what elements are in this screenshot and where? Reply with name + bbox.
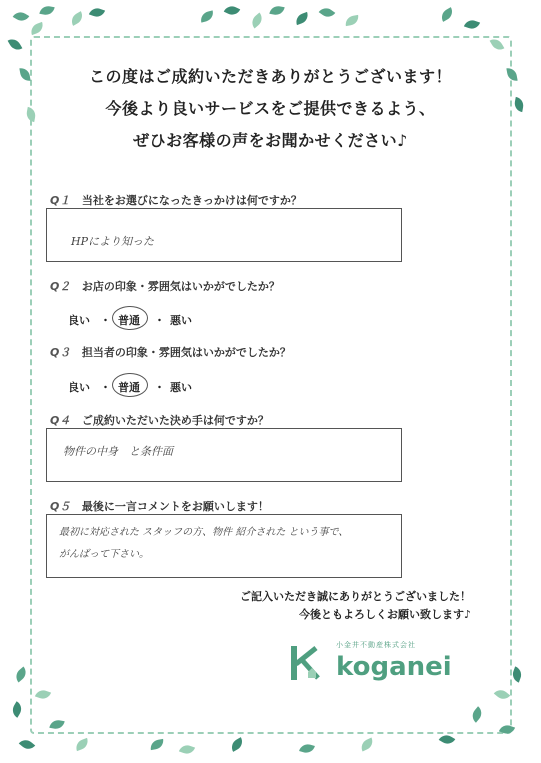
leaf-icon [149,739,164,750]
choice-bad[interactable]: 悪い [170,381,192,394]
leaf-icon [249,13,266,29]
leaf-icon [299,742,315,754]
leaf-icon [69,11,86,26]
question-5 [50,498,269,514]
leaf-icon [439,7,456,22]
answer-handwriting-line-2: がんばって下さい。 [59,549,149,560]
question-text: お店の印象・雰囲気はいかがでしたか？ [81,280,280,293]
question-text: 最後に一言コメントをお願いします！ [81,500,269,513]
choice-normal[interactable]: 普通 [118,381,140,394]
header-line-2: 今後より良いサービスをご提供できるよう、 [105,99,436,118]
leaf-icon [29,22,45,35]
choice-separator: ・ [154,381,165,394]
leaf-icon [464,18,480,31]
header-line-3: ぜひお客様の声をお聞かせください♪ [133,131,408,150]
leaf-icon [359,737,375,751]
choice-separator: ・ [154,314,165,327]
question-number: Q５ [50,500,71,513]
question-2 [50,278,280,294]
selection-circle [112,373,148,397]
choice-separator: ・ [100,314,111,327]
leaf-icon [39,5,54,16]
company-logo [290,638,460,688]
leaf-icon [439,732,456,747]
question-number: Q４ [50,414,71,427]
leaf-icon [294,12,310,25]
answer-box-4[interactable] [46,428,402,482]
answer-box-1[interactable] [46,208,402,262]
leaf-icon [229,737,246,752]
logo-subtitle: 小金井不動産株式会社 [336,641,416,649]
choice-separator: ・ [100,381,111,394]
choice-good[interactable]: 良い [68,381,90,394]
leaf-icon [319,5,336,20]
choice-good[interactable]: 良い [68,314,90,327]
leaf-icon [8,36,23,53]
footer-thanks: ご記入いただき誠にありがとうございました！ [240,590,471,603]
choice-bad[interactable]: 悪い [170,314,192,327]
question-text: 当社をお選びになったきっかけは何ですか？ [81,194,302,207]
leaf-icon [269,5,284,16]
answer-handwriting: HPにより知った [71,235,154,248]
question-number: Q３ [50,346,71,359]
leaf-icon [13,667,30,683]
leaf-icon [13,9,30,24]
question-text: ご成約いただいた決め手は何ですか？ [81,414,269,427]
selection-circle [112,306,148,330]
header-line-1: この度はご成約いただきありがとうございます！ [88,67,452,86]
question-1 [50,192,302,208]
answer-handwriting-line-1: 最初に対応された スタッフの方、物件 紹介された という事で、 [59,527,349,538]
question-number: Q２ [50,280,71,293]
leaf-icon [179,743,195,756]
leaf-icon [89,6,105,19]
leaf-icon [199,10,215,22]
logo-name: koganei [336,652,452,682]
leaf-icon [74,738,90,751]
leaf-icon [344,15,359,26]
leaf-icon [10,701,25,718]
answer-handwriting: 物件の中身 と条件面 [63,445,173,458]
question-4 [50,412,269,428]
footer-regards: 今後ともよろしくお願い致します♪ [298,608,471,621]
answer-box-5[interactable] [46,514,402,578]
leaf-icon [224,3,240,17]
leaf-icon [19,737,36,753]
question-3 [50,344,291,360]
question-number: Q１ [50,194,71,207]
choice-normal[interactable]: 普通 [118,314,140,327]
leaf-icon [510,666,523,682]
k-house-icon [290,642,326,682]
question-text: 担当者の印象・雰囲気はいかがでしたか？ [81,346,291,359]
